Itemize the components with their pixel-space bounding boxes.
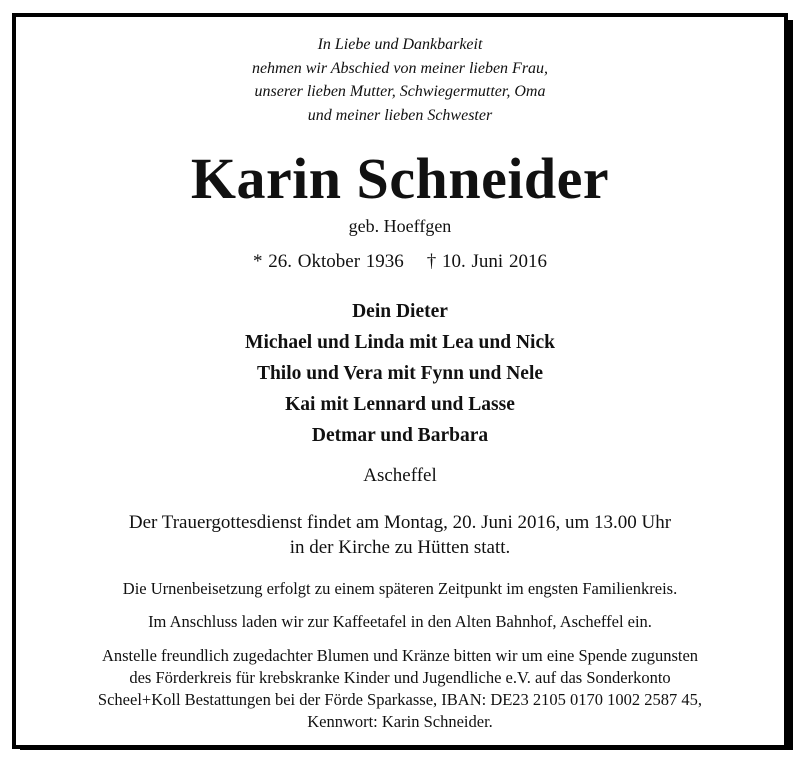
urn-burial-note: Die Urnenbeisetzung erfolgt zu einem späteren Zeitpunkt im engsten Familienkreis. [122, 579, 678, 598]
place-name: Ascheffel [363, 465, 437, 486]
mourner-line: Michael und Linda mit Lea und Nick [245, 332, 555, 353]
mourner-line: Kai mit Lennard und Lasse [285, 394, 515, 415]
deceased-name: Karin Schneider [190, 146, 610, 211]
donation-line: des Förderkreis für krebskranke Kinder und Jugendliche e.V. auf das Sonderkonto [129, 668, 671, 687]
donation-line: Anstelle freundlich zugedachter Blumen und Kränze bitten wir um eine Spende zugunsten [101, 646, 699, 665]
frame-shadow-right [788, 20, 793, 748]
mourner-line: Detmar und Barbara [311, 425, 489, 446]
intro-text [16, 33, 784, 127]
donation-line: Kennwort: Karin Schneider. [307, 712, 493, 731]
mourner-line: Dein Dieter [352, 301, 448, 322]
service-line: Der Trauergottesdienst findet am Montag, 20. Juni 2016, um 13.00 Uhr [128, 512, 672, 533]
birth-name: geb. Hoeffgen [348, 216, 452, 236]
intro-line: und meiner lieben Schwester [307, 106, 493, 124]
life-dates: * 26. Oktober 1936 † 10. Juni 2016 [253, 251, 547, 272]
coffee-invitation: Im Anschluss laden wir zur Kaffeetafel in den Alten Bahnhof, Ascheffel ein. [148, 612, 652, 631]
service-info [16, 510, 784, 560]
intro-line: unserer lieben Mutter, Schwiegermutter, Oma [254, 83, 546, 100]
donation-request [16, 645, 784, 733]
donation-line: Scheel+Koll Bestattungen bei der Förde Sparkasse, IBAN: DE23 2105 0170 1002 2587 45, [97, 690, 703, 709]
intro-line: In Liebe und Dankbarkeit [317, 36, 483, 53]
service-line: in der Kirche zu Hütten statt. [289, 537, 511, 558]
mourners-list [16, 296, 784, 451]
intro-line: nehmen wir Abschied von meiner lieben Frau, [251, 59, 549, 77]
mourner-line: Thilo und Vera mit Fynn und Nele [256, 363, 544, 384]
